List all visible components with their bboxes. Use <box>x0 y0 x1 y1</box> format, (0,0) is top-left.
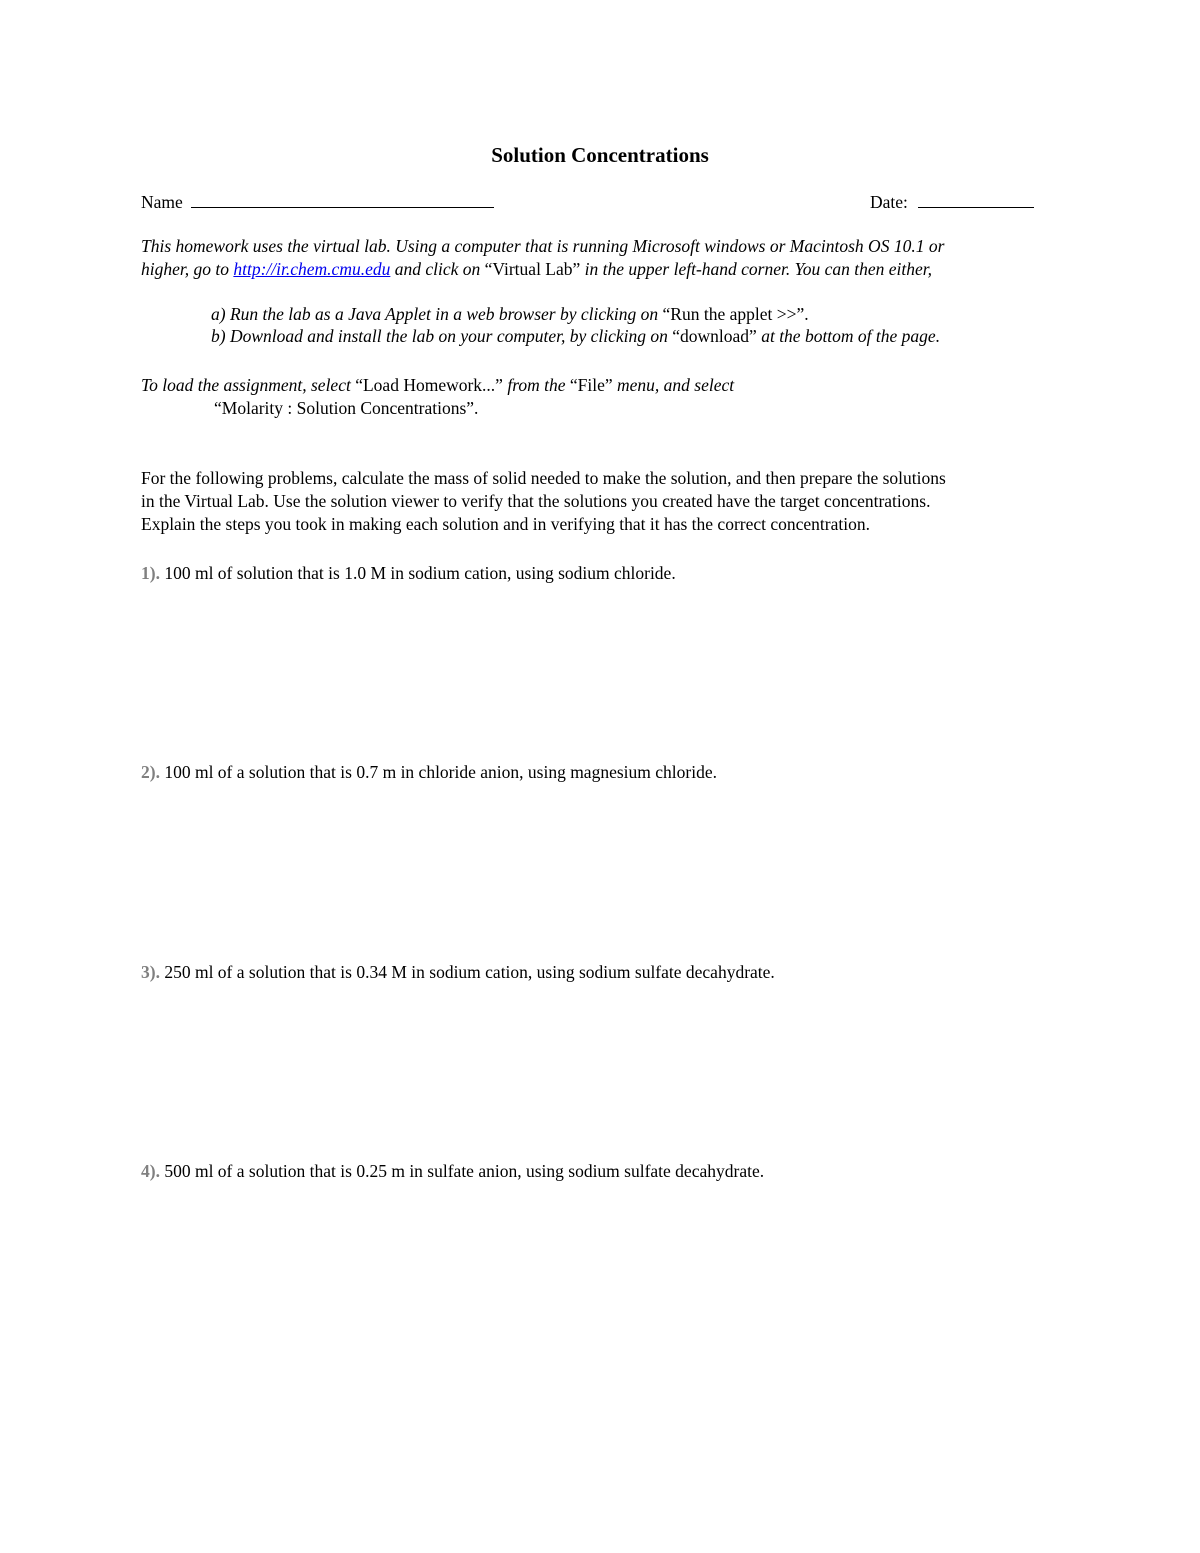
instructions-line-3: Explain the steps you took in making each solution and in verifying that it has the correct concentration. <box>141 514 870 534</box>
date-label: Date: <box>870 192 908 212</box>
problem-number: 1). <box>141 563 160 583</box>
load-line-1 <box>141 375 734 396</box>
option-a-text: a) Run the lab as a Java Applet in a web browser by clicking on <box>211 304 663 324</box>
problem-3 <box>141 962 775 983</box>
date-field-row <box>870 191 1034 213</box>
problem-number: 2). <box>141 762 160 782</box>
instructions-line-1: For the following problems, calculate the mass of solid needed to make the solution, and then prepare the solutions <box>141 468 946 488</box>
option-b-text: at the bottom of the page. <box>756 326 941 346</box>
problem-2 <box>141 762 717 783</box>
problem-1 <box>141 563 676 584</box>
load-quote: “File” <box>569 375 613 395</box>
intro-line-1: This homework uses the virtual lab. Using a computer that is running Microsoft windows or Macintosh OS 10.1 or <box>141 236 945 256</box>
problem-4 <box>141 1161 764 1182</box>
intro-line-2 <box>141 259 932 280</box>
name-label: Name <box>141 192 183 212</box>
instructions-line-2: in the Virtual Lab. Use the solution viewer to verify that the solutions you created have the target concentrations. <box>141 491 931 511</box>
problem-text: 100 ml of solution that is 1.0 M in sodium cation, using sodium chloride. <box>159 563 676 583</box>
option-b-text: b) Download and install the lab on your computer, by clicking on <box>211 326 673 346</box>
intro-text: higher, go to <box>141 259 234 279</box>
name-blank[interactable] <box>191 191 494 208</box>
load-text: menu, and select <box>612 375 735 395</box>
option-a-quote: “Run the applet >>”. <box>662 304 809 324</box>
option-b <box>211 326 940 347</box>
intro-quote: “Virtual Lab” <box>484 259 581 279</box>
virtual-lab-link[interactable]: http://ir.chem.cmu.edu <box>233 259 391 279</box>
date-blank[interactable] <box>918 191 1034 208</box>
load-line-2: “Molarity : Solution Concentrations”. <box>214 398 479 418</box>
problem-number: 3). <box>141 962 160 982</box>
problem-number: 4). <box>141 1161 160 1181</box>
name-field-row <box>141 191 494 213</box>
option-b-quote: “download” <box>672 326 757 346</box>
intro-text: in the upper left-hand corner. You can then either, <box>580 259 933 279</box>
problem-text: 500 ml of a solution that is 0.25 m in sulfate anion, using sodium sulfate decahydrate. <box>159 1161 765 1181</box>
option-a <box>211 304 809 325</box>
problem-text: 100 ml of a solution that is 0.7 m in chloride anion, using magnesium chloride. <box>159 762 717 782</box>
load-text: To load the assignment, select <box>141 375 356 395</box>
load-quote: “Load Homework...” <box>355 375 503 395</box>
problem-text: 250 ml of a solution that is 0.34 M in sodium cation, using sodium sulfate decahydrate. <box>159 962 775 982</box>
intro-text: and click on <box>390 259 485 279</box>
page-title: Solution Concentrations <box>491 143 709 167</box>
load-text: from the <box>502 375 570 395</box>
